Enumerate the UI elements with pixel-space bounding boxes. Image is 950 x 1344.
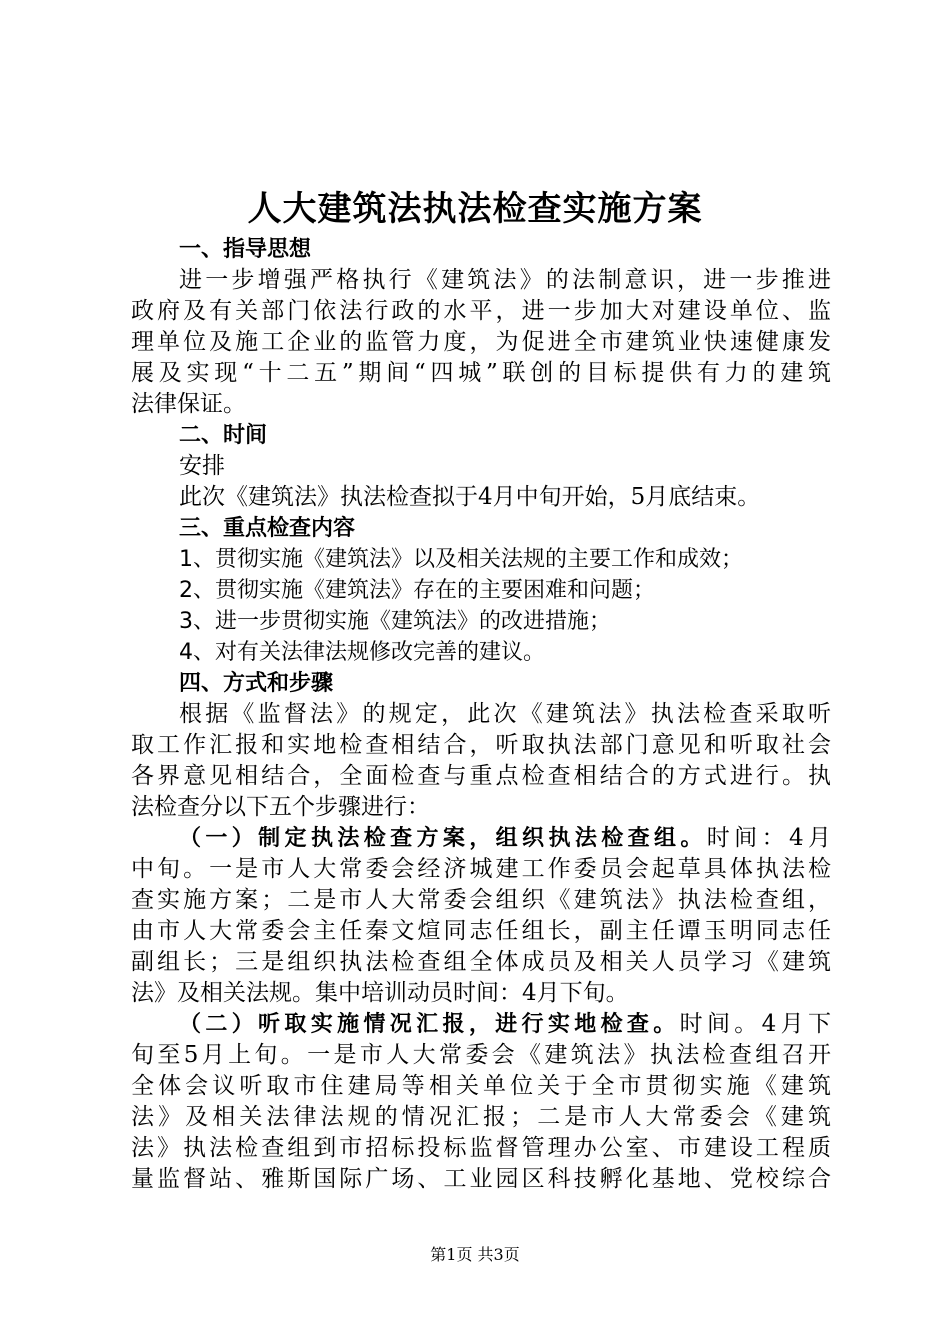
paragraph-line: 中旬。一是市人大常委会经济城建工作委员会起草具体执法检 bbox=[131, 856, 831, 882]
paragraph-line: 法律保证。 bbox=[131, 391, 246, 417]
document-title: 人大建筑法执法检查实施方案 bbox=[247, 189, 703, 229]
paragraph-line: 全体会议听取市住建局等相关单位关于全市贯彻实施《建筑 bbox=[131, 1073, 831, 1099]
paragraph-line: 旬至5月上旬。一是市人大常委会《建筑法》执法检查组召开 bbox=[131, 1042, 831, 1068]
paragraph-line: 法》及相关法规。集中培训动员时间：4月下旬。 bbox=[131, 980, 629, 1006]
paragraph-line: 法》及相关法律法规的情况汇报；二是市人大常委会《建筑 bbox=[131, 1104, 831, 1130]
paragraph-line: 展及实现“十二五”期间“四城”联创的目标提供有力的建筑 bbox=[131, 360, 831, 386]
step-two-title: （二）听取实施情况汇报，进行实地检查。 bbox=[179, 1012, 680, 1037]
paragraph-line: 取工作汇报和实地检查相结合，听取执法部门意见和听取社会 bbox=[131, 732, 831, 758]
paragraph-line: 法检查分以下五个步骤进行： bbox=[131, 794, 430, 820]
list-item: 3、进一步贯彻实施《建筑法》的改进措施； bbox=[179, 609, 611, 634]
paragraph-line: 各界意见相结合，全面检查与重点检查相结合的方式进行。执 bbox=[131, 763, 831, 789]
paragraph-line: 进一步增强严格执行《建筑法》的法制意识，进一步推进 bbox=[179, 267, 831, 293]
paragraph-line: 政府及有关部门依法行政的水平，进一步加大对建设单位、监 bbox=[131, 298, 831, 324]
document-body bbox=[131, 234, 831, 1195]
paragraph-line: 此次《建筑法》执法检查拟于4月中旬开始，5月底结束。 bbox=[179, 484, 761, 510]
page-footer: 第1页 共3页 bbox=[430, 1245, 520, 1264]
section-heading-methods: 四、方式和步骤 bbox=[179, 671, 334, 696]
step-one-title: （一）制定执法检查方案，组织执法检查组。 bbox=[179, 826, 707, 851]
paragraph-line: 安排 bbox=[179, 453, 225, 479]
paragraph-line: 理单位及施工企业的监管力度，为促进全市建筑业快速健康发 bbox=[131, 329, 831, 355]
step-two-time: 时间。4月下 bbox=[679, 1011, 831, 1037]
step-one-time: 时间：4月 bbox=[706, 825, 831, 851]
list-item: 1、贯彻实施《建筑法》以及相关法规的主要工作和成效； bbox=[179, 547, 743, 572]
paragraph-line: 根据《监督法》的规定，此次《建筑法》执法检查采取听 bbox=[179, 701, 831, 727]
paragraph-line: 由市人大常委会主任秦文煊同志任组长，副主任谭玉明同志任 bbox=[131, 918, 831, 944]
section-heading-guiding-ideology: 一、指导思想 bbox=[179, 237, 312, 262]
list-item: 2、贯彻实施《建筑法》存在的主要困难和问题； bbox=[179, 578, 655, 603]
section-heading-key-content: 三、重点检查内容 bbox=[179, 516, 356, 541]
paragraph-line: 量监督站、雅斯国际广场、工业园区科技孵化基地、党校综合 bbox=[131, 1166, 831, 1192]
step-one-first-line bbox=[131, 823, 831, 854]
step-two-first-line bbox=[131, 1009, 831, 1040]
paragraph-line: 查实施方案；二是市人大常委会组织《建筑法》执法检查组， bbox=[131, 887, 831, 913]
list-item: 4、对有关法律法规修改完善的建议。 bbox=[179, 640, 545, 665]
paragraph-line: 副组长；三是组织执法检查组全体成员及相关人员学习《建筑 bbox=[131, 949, 831, 975]
paragraph-line: 法》执法检查组到市招标投标监督管理办公室、市建设工程质 bbox=[131, 1135, 831, 1161]
section-heading-time: 二、时间 bbox=[179, 423, 268, 448]
